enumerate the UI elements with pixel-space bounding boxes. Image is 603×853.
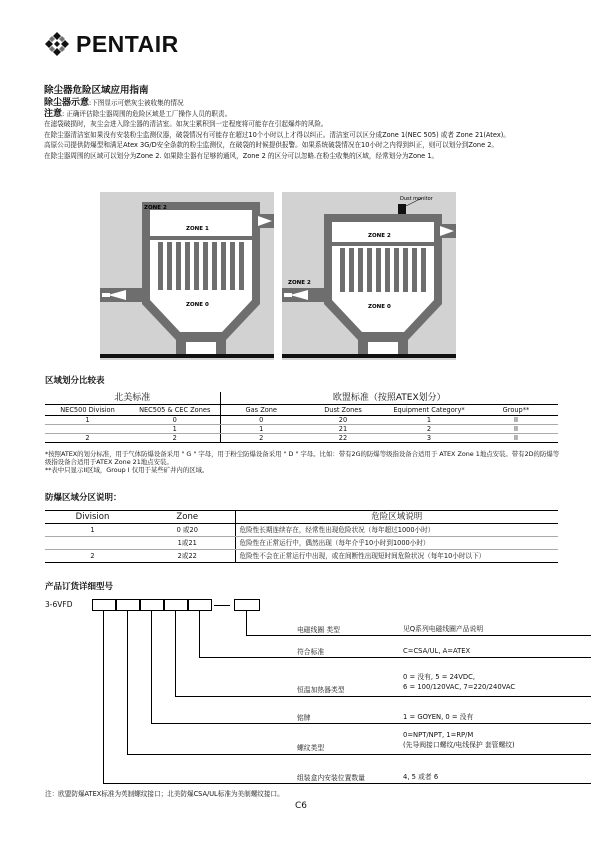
dust-monitor-label: Dust monitor	[400, 196, 433, 202]
page-number: C6	[295, 801, 308, 811]
table-cell: 1	[45, 416, 130, 425]
table-row	[45, 434, 558, 443]
group-europe: 欧盟标准（按照ATEX划分）	[332, 393, 446, 403]
table1-title: 区域划分比较表	[45, 376, 105, 386]
option-value: 0=NPT/NPT, 1=RP/M (先导阀接口螺纹/电线保护 套管螺纹)	[403, 731, 515, 749]
intro-line: 在除尘器周围的区域可以划分为Zone 2. 如果除尘器有足够的通风，Zone 2 的区分可以忽略.在粉尘收集的区域，经常划分为Zone 1。	[44, 151, 439, 160]
option-label: 恒温加热器类型	[297, 686, 345, 694]
code-box	[92, 599, 116, 611]
option-label: 螺纹类型	[297, 744, 325, 752]
zone-label: ZONE 2	[144, 205, 167, 211]
code-box	[116, 599, 140, 611]
option-value: 见Q系列电磁线圈产品说明	[403, 625, 484, 633]
zone-comparison-table	[45, 392, 558, 443]
column-header: Dust Zones	[302, 405, 384, 416]
table-cell: 1	[384, 416, 474, 425]
note-label: 注意	[44, 108, 63, 119]
table-cell: 危险性不会在正常运行中出现，或在间断性出现短时间危险状况（每年10小时以下）	[235, 550, 558, 563]
dash-line	[214, 605, 230, 606]
zone-description-table	[45, 510, 558, 563]
table-cell: 危险性在正常运行中，偶然出现（每年介乎10小时到1000小时）	[235, 537, 558, 550]
table-cell: 2	[384, 425, 474, 434]
table-cell: 1	[45, 524, 140, 537]
dust-collector-diagram-1	[100, 192, 274, 360]
table-cell: II	[474, 416, 558, 425]
table-cell: 1	[220, 425, 302, 434]
zone-label: ZONE 0	[368, 304, 391, 310]
table-cell: 0	[220, 416, 302, 425]
zone-label: ZONE 0	[186, 302, 209, 308]
table-cell: 0 或20	[140, 524, 235, 537]
table-row	[45, 550, 558, 563]
table-cell: 20	[302, 416, 384, 425]
page-title: 除尘器危险区域应用指南	[44, 85, 149, 96]
code-box	[188, 599, 212, 611]
option-label: 电磁线圈 类型	[297, 626, 340, 634]
pentair-logo-icon	[44, 31, 70, 57]
table-cell	[45, 537, 140, 550]
footnote: 注：欧盟防爆ATEX标准为英制螺纹接口；北美防爆CSA/UL标准为美制螺纹接口。	[45, 790, 284, 798]
code-box	[140, 599, 164, 611]
option-value: 4, 5 或者 6	[403, 773, 439, 781]
column-header: NEC505 & CEC Zones	[130, 405, 220, 416]
column-header: Zone	[140, 511, 235, 524]
table-cell: 3	[384, 434, 474, 443]
option-label: 铭牌	[297, 714, 311, 722]
demo-text: :下图显示可燃灰尘被收集的情况	[89, 99, 184, 107]
demo-label: 除尘器示意	[44, 98, 90, 108]
table-cell: 1或21	[140, 537, 235, 550]
option-value: 1 = GOYEN, 0 = 没有	[403, 713, 474, 721]
option-value: C=CSA/UL, A=ATEX	[403, 647, 471, 655]
column-header: Division	[45, 511, 140, 524]
column-header: Gas Zone	[220, 405, 302, 416]
table-cell	[45, 425, 130, 434]
column-header: Group**	[474, 405, 558, 416]
table-row	[45, 416, 558, 425]
table-cell: 21	[302, 425, 384, 434]
column-header: Equipment Category*	[384, 405, 474, 416]
option-label: 组装盒内安装位置数量	[297, 774, 365, 782]
option-value: 0 = 没有, 5 = 24VDC, 6 = 100/120VAC, 7=220/240VAC	[403, 673, 516, 691]
table2-title: 防爆区域分区说明：	[45, 493, 122, 503]
intro-line: 在除尘器清洁室如果没有安装粉尘监测仪器，破袋情况有可能存在超过10个小时以上才得以纠正。清洁室可以区分成Zone 1(NEC 505) 或者 Zone 21(Atex)。	[44, 130, 510, 139]
model-prefix: 3-6VFD	[45, 600, 73, 609]
dust-collector-diagram-2	[282, 192, 456, 360]
note-line: *按照ATEX的划分标准，用于气体防爆设备采用 " G " 字母，用于粉尘防爆设备采用 " D " 字母。比如：带有2G的防爆等级指设备合适用于 ATEX Zone 1地点安装。带有2D的防爆等级指设备合适用于ATEX Zone 21地点安装。	[45, 450, 560, 466]
zone-label: ZONE 1	[186, 226, 209, 232]
table-cell: 1	[130, 425, 220, 434]
table-cell: II	[474, 434, 558, 443]
table-cell: 22	[302, 434, 384, 443]
code-box	[234, 599, 260, 611]
table-cell: 危险性长期连续存在，经常性出现危险状况（每年超过1000小时）	[235, 524, 558, 537]
table-cell: 2	[45, 550, 140, 563]
zone-label: ZONE 2	[288, 280, 311, 286]
table-row	[45, 524, 558, 537]
table-row	[45, 537, 558, 550]
intro-line: 高原公司提供防爆型和满足Atex 3G/D安全条款的粉尘监测仪，在破袋的时候提供报警。如果系统破袋情况在10小时之内得到纠正，则可以划分到Zone 2。	[44, 141, 499, 149]
intro-line: 在滤袋破损时，灰尘会进入除尘器的清洁室。如灰尘累积到一定程度将可能存在引起爆炸的风险。	[44, 120, 328, 128]
zone-label: ZONE 2	[368, 233, 391, 239]
brand-name: PENTAIR	[76, 31, 179, 57]
column-header: NEC500 Division	[45, 405, 130, 416]
note-text: : 正确评估除尘器周围的危险区域是工厂操作人员的职责。	[62, 109, 232, 118]
table-cell: 2或22	[140, 550, 235, 563]
group-north-america: 北美标准	[45, 392, 220, 405]
column-header: 危险区域说明	[235, 511, 558, 524]
table1-notes	[45, 450, 565, 474]
table-row	[45, 425, 558, 434]
note-line: **表中只显示II区域，Group I 仅用于某些矿井内的区域。	[45, 466, 209, 474]
table-cell: 2	[45, 434, 130, 443]
table-cell: II	[474, 425, 558, 434]
table-cell: 2	[130, 434, 220, 443]
order-title: 产品订货详细型号	[45, 582, 114, 592]
table-cell: 0	[130, 416, 220, 425]
table-cell: 2	[220, 434, 302, 443]
option-label: 符合标准	[297, 648, 325, 656]
code-box	[164, 599, 188, 611]
intro-text	[44, 98, 564, 161]
